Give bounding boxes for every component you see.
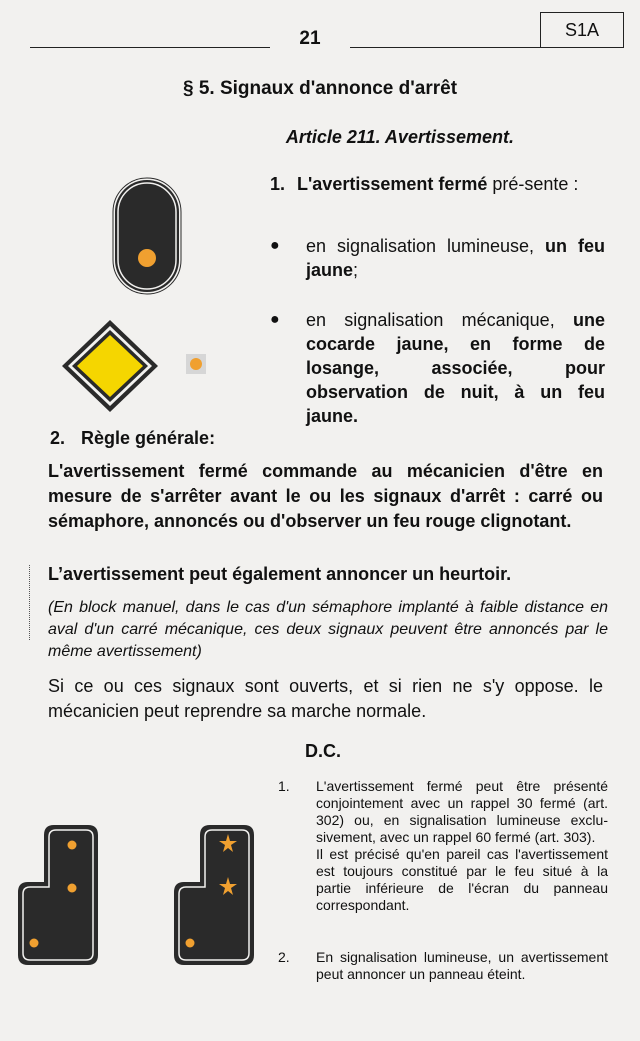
dc-heading: D.C. (305, 741, 341, 761)
page-number: 21 (299, 28, 321, 49)
dc-item-number: 1. (278, 778, 290, 794)
bullet-bold-text: une cocarde jaune, en forme de losange, associée, pour observation de nuit, à un feu jaune. (306, 310, 605, 426)
small-yellow-lamp-icon (185, 353, 207, 375)
dc-item-text: L'avertissement fermé peut être présenté conjointement avec un rappel 30 fermé (art. 302) ou, en signalisation lumineuse exclu-sivement, avec un rappel 60 fermé (art. 303). (316, 778, 608, 845)
item1-number: 1. (270, 174, 286, 194)
bullet-dot-icon: ● (270, 311, 280, 328)
article-title: Article 211. Avertissement. (285, 127, 514, 147)
bullet-tail-text: ; (353, 260, 359, 280)
dc-item-text: En signalisation lumineuse, un avertissement peut annoncer un panneau éteint. (316, 949, 608, 982)
bullet-bold-text: un feu jaune (306, 236, 605, 280)
dc-item (278, 778, 608, 914)
resume-normal-text: Si ce ou ces signaux sont ouverts, et si rien ne s'y oppose. le mécanicien peut reprendre sa marche normale. (48, 676, 603, 721)
bullet-dot-icon: ● (270, 237, 280, 254)
panel-stars-icon (170, 822, 258, 970)
dc-item-text2: Il est précisé qu'en pareil cas l'avertissement est toujours constitué par le feu situé à la partie inférieure de l'écran du panneau correspondant. (316, 846, 608, 913)
dc-item-number: 2. (278, 949, 290, 965)
block-manuel-note: (En block manuel, dans le cas d'un sémaphore implanté à faible distance en aval d'un carré mécanique, ces deux signaux peuvent être annoncés par le même avertissement) (48, 599, 608, 660)
dc-item (278, 949, 608, 983)
general-rule-text: L'avertissement fermé commande au mécanicien d'être en mesure de s'arrêter avant le ou les signaux d'arrêt : carré ou sémaphore, annoncés ou d'observer un feu rouge clignotant. (48, 461, 603, 531)
margin-dotted-line (29, 565, 30, 640)
bullet-normal-text: en signalisation lumineuse, (306, 236, 546, 256)
item2-heading (50, 428, 215, 449)
item1-lead (270, 172, 605, 197)
cocarde-diamond-icon (60, 318, 160, 414)
signal-panel-one-lamp-icon (113, 178, 183, 298)
header-rule-right (350, 47, 540, 48)
panel-three-lamps-icon (14, 822, 102, 970)
bullet-normal-text: en signalisation mécanique, (306, 310, 573, 330)
heurtoir-text: L’avertissement peut également annoncer un heurtoir. (48, 564, 512, 584)
item2-heading-text: Règle générale: (81, 428, 216, 448)
item2-number: 2. (50, 428, 66, 448)
section-code-box: S1A (540, 12, 624, 48)
header-rule-left (30, 47, 270, 48)
bullet-item (270, 234, 605, 282)
bullet-item (270, 308, 605, 428)
item1-lead-rest: pré-sente : (487, 174, 579, 194)
item1-lead-bold: L'avertissement fermé (297, 174, 488, 194)
section-title: § 5. Signaux d'annonce d'arrêt (182, 78, 458, 99)
